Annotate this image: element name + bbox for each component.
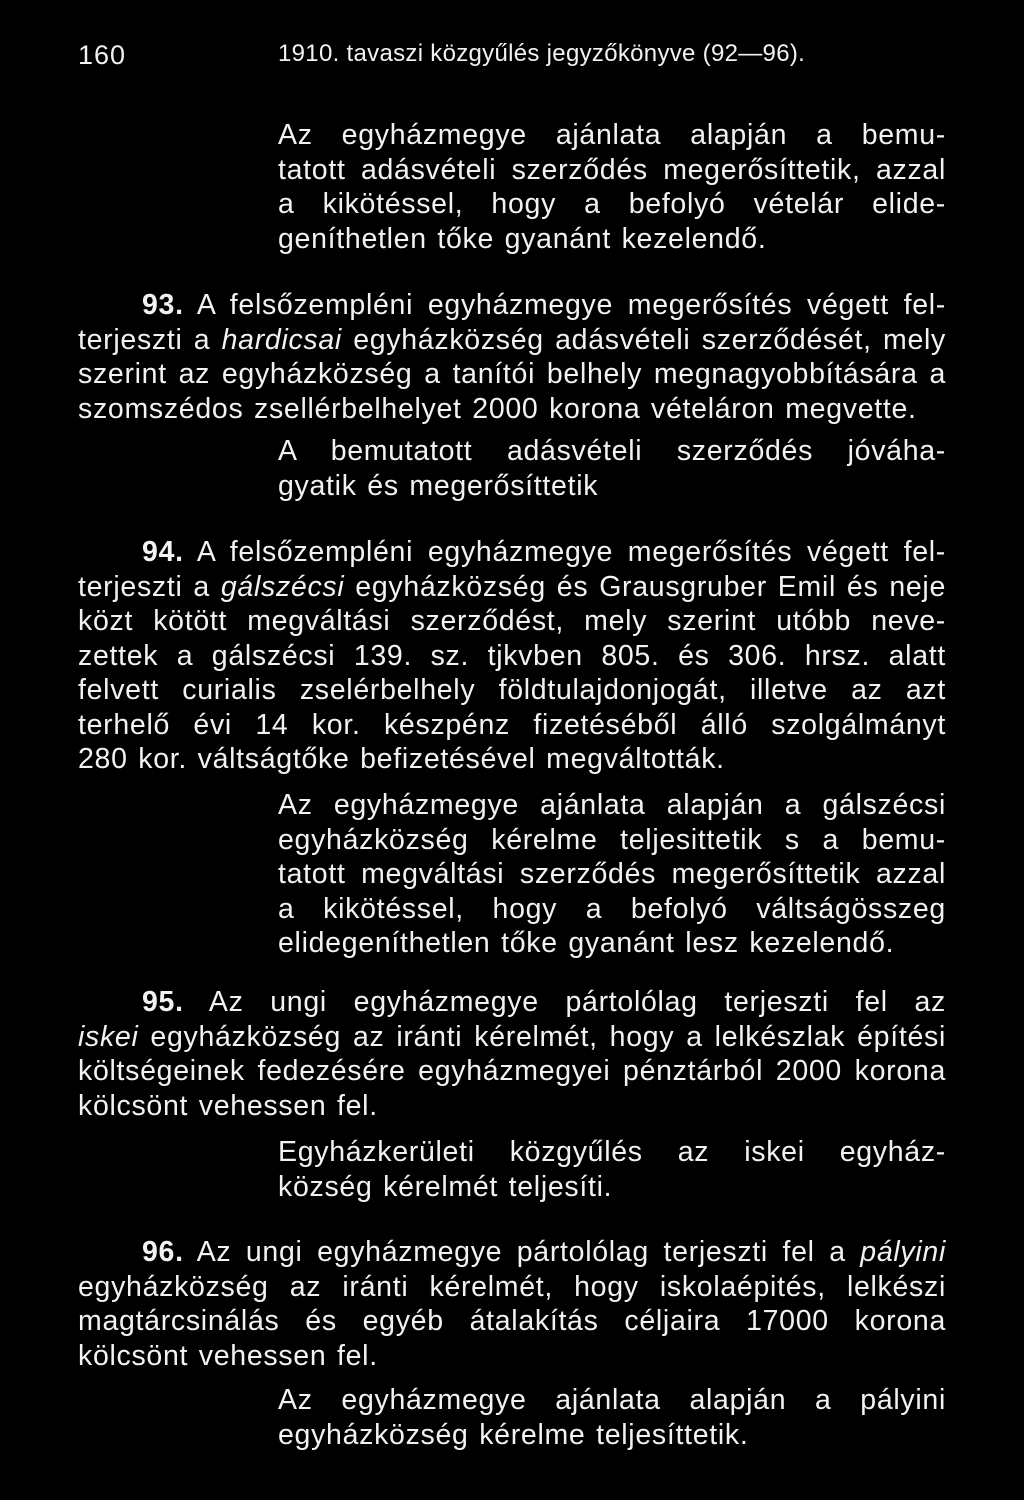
text-line: Az egyházmegye ajánlata alapján a bemu-	[278, 119, 946, 151]
item-first-line: 93. A felsőzempléni egyházmegye megerősítés végett fel-	[142, 289, 946, 321]
item-94	[78, 535, 946, 777]
text-line: tatott megváltási szerződés megerősíttetik azzal	[278, 858, 946, 890]
text-line: a kikötéssel, hogy a befolyó váltságösszeg	[278, 892, 946, 925]
text-line: terhelő évi 14 kor. készpénz fizetéséből álló szolgálmányt	[78, 708, 946, 741]
resolution-93	[278, 434, 946, 503]
item-first-line: 94. A felsőzempléni egyházmegye megerősítés végett fel-	[142, 536, 946, 568]
parish-name: hardicsai	[221, 323, 342, 356]
running-title: 1910. tavaszi közgyűlés jegyzőkönyve (92—96).	[278, 40, 806, 67]
text-line: a kikötéssel, hogy a befolyó vételár elide-	[278, 188, 946, 220]
text-line: 280 kor. váltságtőke befizetésével megváltották.	[78, 743, 725, 775]
item-first-line: 95. Az ungi egyházmegye pártolólag terjeszti fel az	[142, 986, 946, 1018]
text-line: költségeinek fedezésére egyházmegyei pénztárból 2000 korona	[78, 1055, 946, 1087]
item-number: 93.	[142, 289, 184, 321]
text-line: felvett curialis zselérbelhely földtulajdonjogát, illetve az azt	[78, 674, 946, 706]
text-line: kölcsönt vehessen fel.	[78, 1089, 378, 1122]
parish-name: iskei	[78, 1020, 139, 1053]
resolution-94	[278, 788, 946, 961]
item-93	[78, 288, 946, 426]
text-line: közt kötött megváltási szerződést, mely szerint utóbb neve-	[78, 605, 946, 637]
text-line: terjeszti a hardicsai egyházközség adásvételi szerződését, mely	[78, 323, 946, 356]
text-line: gyatik és megerősíttetik	[278, 469, 599, 502]
text-line: Az egyházmegye ajánlata alapján a gálszécsi	[278, 789, 946, 821]
item-first-line: 96. Az ungi egyházmegye pártolólag terjeszti fel a pályini	[142, 1236, 946, 1268]
item-number: 96.	[142, 1236, 184, 1268]
page-number: 160	[78, 40, 127, 70]
item-number: 95.	[142, 986, 184, 1018]
item-number: 94.	[142, 536, 184, 568]
parish-name: pályini	[860, 1236, 946, 1268]
text-line: szomszédos zsellérbelhelyet 2000 korona vételáron megvette.	[78, 392, 917, 425]
text-line: Egyházkerületi közgyűlés az iskei egyház-	[278, 1136, 946, 1168]
text-line: geníthetlen tőke gyanánt kezelendő.	[278, 222, 767, 255]
resolution-95	[278, 1135, 946, 1204]
text-line: A bemutatott adásvételi szerződés jóváha-	[278, 435, 946, 467]
text-line: szerint az egyházközség a tanítói belhely megnagyobbítására a	[78, 358, 946, 390]
text-line: elidegeníthetlen tőke gyanánt lesz kezelendő.	[278, 927, 895, 959]
item-96	[78, 1235, 946, 1373]
page-header	[78, 40, 958, 70]
resolution-96	[278, 1383, 946, 1452]
text-line: község kérelmét teljesíti.	[278, 1170, 613, 1203]
text-line: terjeszti a gálszécsi egyházközség és Grausgruber Emil és neje	[78, 570, 946, 603]
text-line: iskei egyházközség az iránti kérelmét, hogy a lelkészlak építési	[78, 1020, 946, 1053]
item-95	[78, 985, 946, 1123]
text-line: egyházközség az iránti kérelmét, hogy iskolaépités, lelkészi	[78, 1270, 946, 1303]
text-line: kölcsönt vehessen fel.	[78, 1339, 378, 1372]
text-line: tatott adásvételi szerződés megerősíttetik, azzal	[278, 153, 946, 186]
text-line: magtárcsinálás és egyéb átalakítás céljaira 17000 korona	[78, 1305, 946, 1337]
text-line: egyházközség kérelme teljesittetik s a bemu-	[278, 823, 946, 856]
resolution-92	[278, 118, 946, 256]
text-line: zettek a gálszécsi 139. sz. tjkvben 805. és 306. hrsz. alatt	[78, 639, 946, 672]
text-line: egyházközség kérelme teljesíttetik.	[278, 1418, 749, 1451]
text-line: Az egyházmegye ajánlata alapján a pályini	[278, 1384, 946, 1416]
parish-name: gálszécsi	[220, 570, 345, 603]
